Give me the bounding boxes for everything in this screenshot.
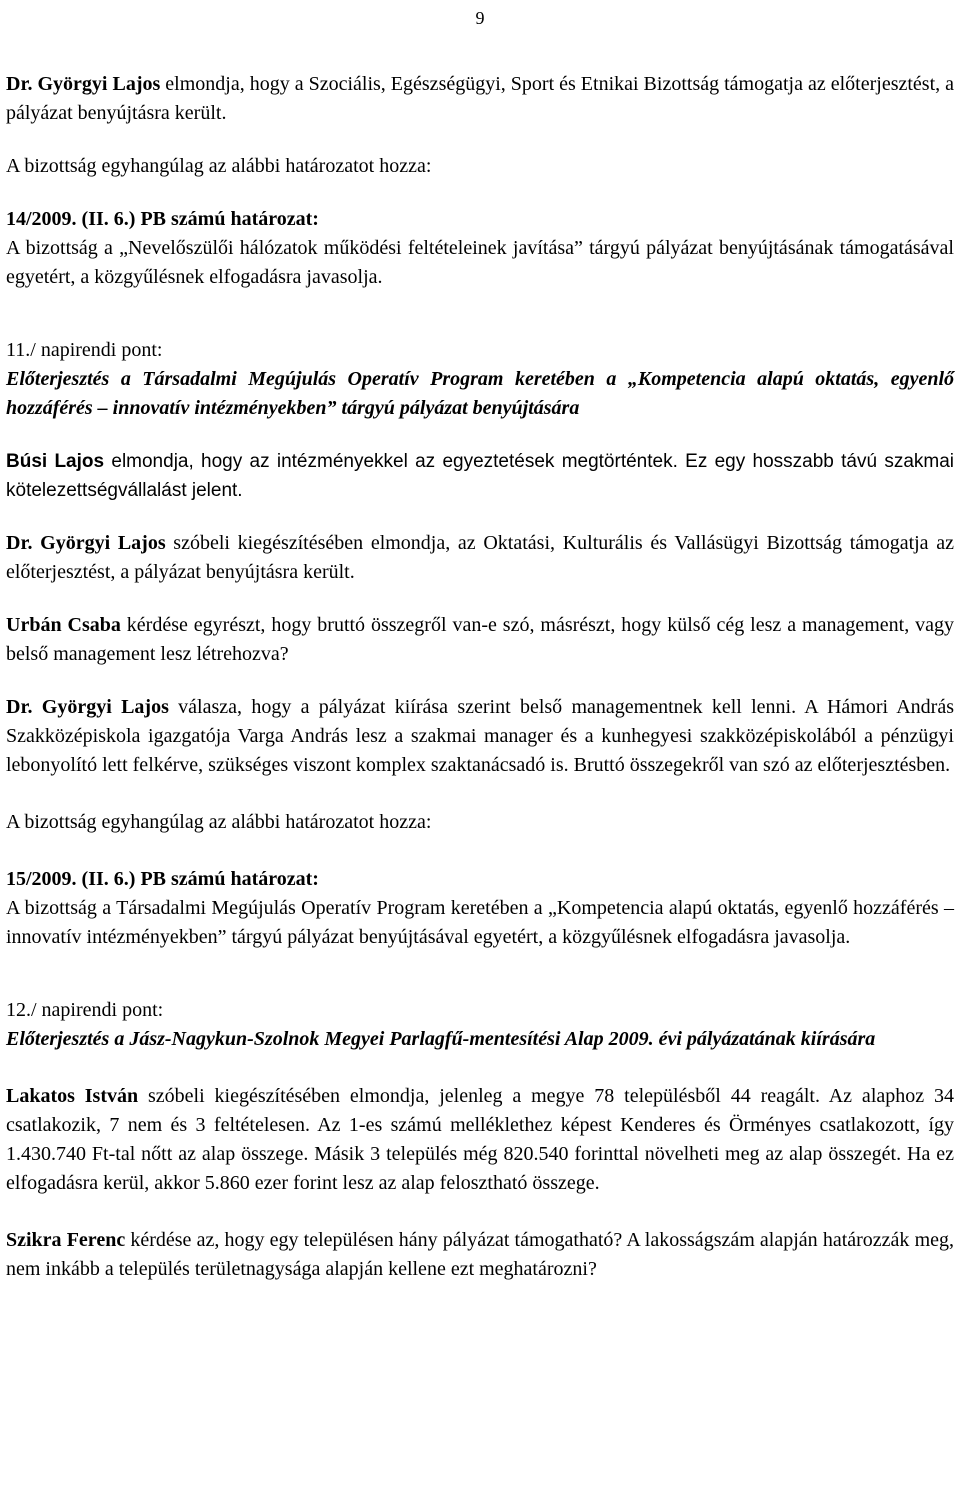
resolution-15 — [6, 865, 954, 952]
speaker-name: Búsi Lajos — [6, 451, 105, 472]
resolution-14 — [6, 205, 954, 292]
paragraph-committee-decision-1: A bizottság egyhangúlag az alábbi határozatot hozza: — [6, 155, 432, 177]
resolution-text: A bizottság a Társadalmi Megújulás Operatív Program keretében a „Kompetencia alapú oktatás, egyenlő hozzáférés – innovatív intézményekben” tárgyú pályázat benyújtásával egyetért, a közgyűlésnek elfogadásra javasolja. — [6, 897, 954, 948]
speaker-name: Dr. Györgyi Lajos — [6, 532, 166, 554]
paragraph-text: válasza, hogy a pályázat kiírása szerint belső managementnek kell lenni. A Hámori András Szakközépiskola igazgatója Varga András lesz a szakmai manager és a kunhegyesi szakközépiskolából a pénzügyi lebonyolító lett felkérve, szükséges viszont komplex szaktanácsadó is. Bruttó összegekről van szó az előterjesztésben. — [6, 696, 954, 776]
resolution-heading: 14/2009. (II. 6.) PB számú határozat: — [6, 208, 319, 230]
paragraph-text: kérdése egyrészt, hogy bruttó összegről van-e szó, másrészt, hogy külső cég lesz a management, vagy belső management lesz létrehozva? — [6, 614, 954, 665]
agenda-title: Előterjesztés a Jász-Nagykun-Szolnok Megyei Parlagfű-mentesítési Alap 2009. évi pályázatának kiírására — [6, 1028, 876, 1050]
paragraph-text: szóbeli kiegészítésében elmondja, az Oktatási, Kulturális és Vallásügyi Bizottság támogatja az előterjesztést, a pályázat benyújtásra került. — [6, 532, 954, 583]
agenda-item-11 — [6, 336, 954, 423]
resolution-heading: 15/2009. (II. 6.) PB számú határozat: — [6, 868, 319, 890]
agenda-item-12 — [6, 996, 954, 1054]
paragraph-text: elmondja, hogy az intézményekkel az egyeztetések megtörténtek. Ez egy hosszabb távú szakmai kötelezettségvállalást jelent. — [6, 451, 955, 501]
speaker-name: Lakatos István — [6, 1085, 139, 1107]
speaker-name: Szikra Ferenc — [6, 1229, 126, 1251]
speaker-name: Dr. Györgyi Lajos — [6, 73, 161, 95]
paragraph-committee-decision-2: A bizottság egyhangúlag az alábbi határozatot hozza: — [6, 811, 432, 833]
agenda-label: 12./ napirendi pont: — [6, 999, 164, 1021]
resolution-text: A bizottság a „Nevelőszülői hálózatok működési feltételeinek javítása” tárgyú pályázat benyújtásának támogatásával egyetért, a közgyűlésnek elfogadásra javasolja. — [6, 237, 954, 288]
paragraph-lakatos — [6, 1082, 954, 1198]
agenda-label: 11./ napirendi pont: — [6, 339, 163, 361]
agenda-title: Előterjesztés a Társadalmi Megújulás Operatív Program keretében a „Kompetencia alapú oktatás, egyenlő hozzáférés – innovatív intézményekben” tárgyú pályázat benyújtására — [6, 368, 954, 419]
paragraph-text: szóbeli kiegészítésében elmondja, jelenleg a megye 78 településből 44 reagált. Az alaphoz 34 csatlakozik, 7 nem és 3 feltételesen. Az 1-es számú melléklethez képest Kenderes és Örményes csatlakozott, így 1.430.740 Ft-tal nőtt az alap összege. Másik 3 település még 820.540 forinttal növelheti meg az alap összegét. Ha ez elfogadásra kerül, akkor 5.860 ezer forint lesz az alap felosztható összege. — [6, 1085, 954, 1194]
paragraph-busi — [6, 447, 954, 505]
paragraph-szikra — [6, 1226, 954, 1284]
paragraph-text: elmondja, hogy a Szociális, Egészségügyi, Sport és Etnikai Bizottság támogatja az előterjesztést, a pályázat benyújtásra került. — [6, 73, 955, 124]
paragraph-gyorgyi-3 — [6, 693, 954, 780]
page-number: 9 — [475, 8, 485, 28]
speaker-name: Dr. Györgyi Lajos — [6, 696, 169, 718]
paragraph-gyorgyi-1 — [6, 70, 954, 128]
speaker-name: Urbán Csaba — [6, 614, 121, 636]
paragraph-urban — [6, 611, 954, 669]
paragraph-gyorgyi-2 — [6, 529, 954, 587]
paragraph-text: kérdése az, hogy egy településen hány pályázat támogatható? A lakosságszám alapján határozzák meg, nem inkább a település területnagysága alapján kellene ezt meghatározni? — [6, 1229, 955, 1280]
